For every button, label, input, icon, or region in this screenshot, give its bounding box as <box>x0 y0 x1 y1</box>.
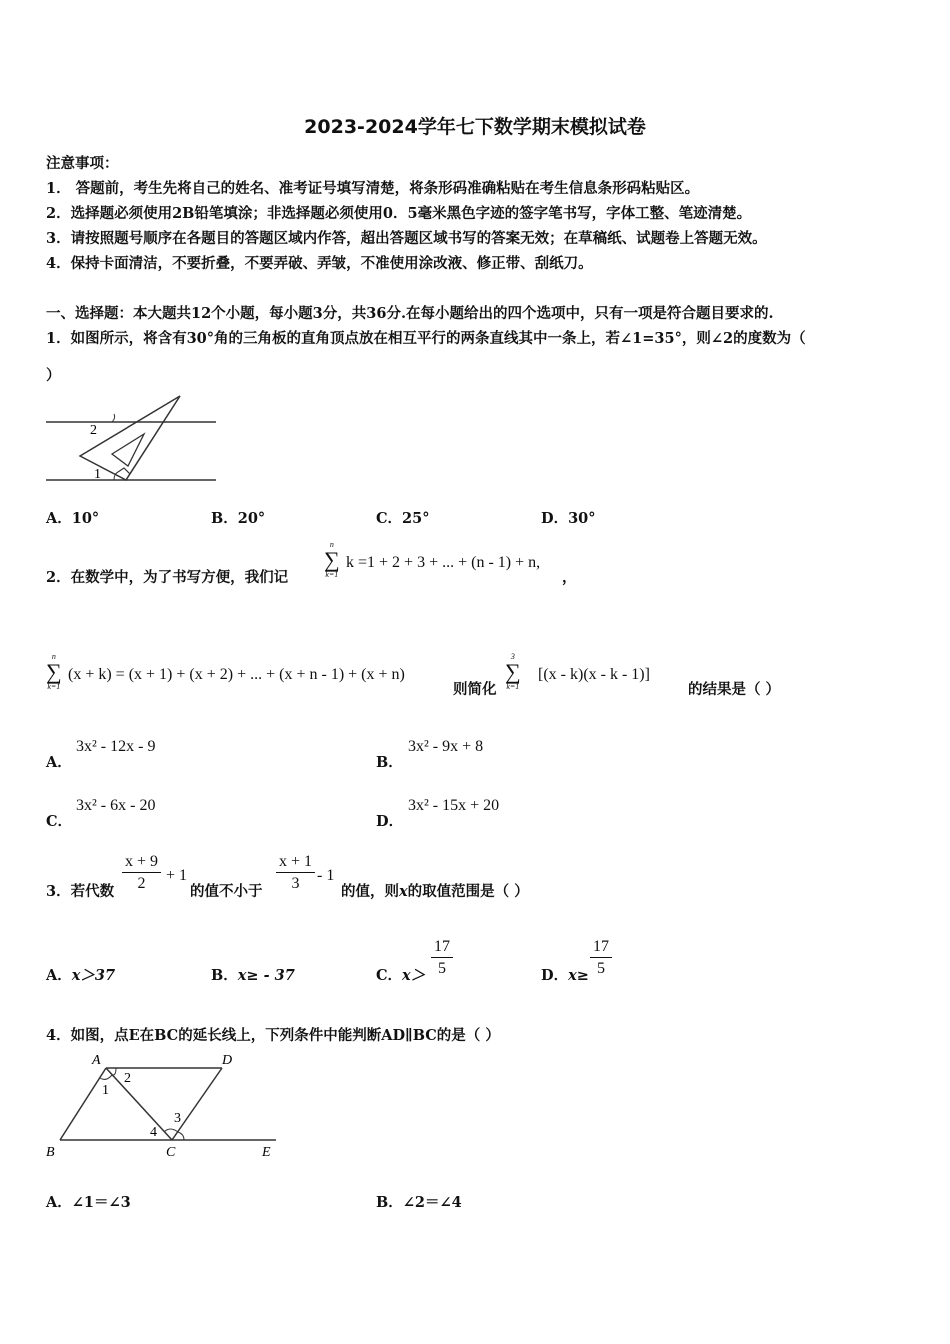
notice-item-3: 3．请按照题号顺序在各题目的答题区域内作答，超出答题区域书写的答案无效；在草稿纸、试题卷上答题无效。 <box>46 230 767 247</box>
q2-option-b-label: B． <box>376 754 403 771</box>
q2-expr: [(x - k)(x - k - 1)] <box>538 666 650 683</box>
q2-mid: 则简化 <box>453 681 497 698</box>
q3-frac1-den: 2 <box>137 875 146 892</box>
notice-item-4: 4．保持卡面清洁，不要折叠，不要弄破、弄皱，不准使用涂改液、修正带、刮纸刀。 <box>46 255 593 272</box>
q4-label-1: 1 <box>102 1083 109 1098</box>
q2-sigma-2 <box>46 653 62 691</box>
notice-heading: 注意事项： <box>46 155 119 172</box>
q4-label-4: 4 <box>150 1125 157 1140</box>
q2-option-d-label: D． <box>376 813 404 830</box>
q4-option-b: B．∠2＝∠4 <box>376 1194 462 1211</box>
q4-label-a: A <box>92 1053 101 1068</box>
q3-option-c-fraction <box>431 938 453 978</box>
q2-sigma-3 <box>505 653 521 691</box>
q2-sigma-3-upper: 3 <box>510 652 515 661</box>
q4-label-c: C <box>166 1145 176 1160</box>
q1-angle2-arc <box>112 414 115 422</box>
q1-stem: 1．如图所示，将含有30°角的三角板的直角顶点放在相互平行的两条直线其中一条上，若∠1=35°，则∠2的度数为（ <box>46 330 806 347</box>
q3-frac2-num: x + 1 <box>276 853 315 873</box>
q1-label-1: 1 <box>94 467 101 482</box>
q1-triangle-inner <box>112 434 144 466</box>
q4-line-ab <box>60 1068 106 1140</box>
q2-sigma-1-lower: k=1 <box>325 570 339 579</box>
q4-label-b: B <box>46 1145 55 1160</box>
q2-def1: k =1 + 2 + 3 + ... + (n - 1) + n, <box>346 554 541 571</box>
q3-option-d-fraction <box>590 938 612 978</box>
q2-lead: 2．在数学中，为了书写方便，我们记 <box>46 569 289 586</box>
q3-frac1-num: x + 9 <box>122 853 161 873</box>
q4-label-d: D <box>222 1053 233 1068</box>
q4-stem: 4．如图，点E在BC的延长线上，下列条件中能判断AD∥BC的是（ ） <box>46 1027 500 1044</box>
q3-minus-one: - 1 <box>317 867 335 884</box>
q3-option-d-num: 17 <box>590 938 612 958</box>
section-heading: 一、选择题：本大题共12个小题，每小题3分，共36分.在每小题给出的四个选项中，只有一项是符合题目要求的. <box>46 305 774 322</box>
q3-option-c-num: 17 <box>431 938 453 958</box>
q4-label-e: E <box>262 1145 271 1160</box>
q2-sigma-2-upper: n <box>51 652 56 661</box>
sigma-icon: ∑ <box>505 659 521 684</box>
q3-fraction-2 <box>276 853 315 893</box>
q3-option-d-text: x≥ <box>568 967 589 984</box>
q3-option-c-text: x＞ <box>402 967 426 984</box>
sigma-icon: ∑ <box>46 659 62 684</box>
q3-lead: 3．若代数 <box>46 883 115 900</box>
q3-option-b-text: x≥ - 37 <box>237 967 295 984</box>
q3-option-b <box>211 964 295 985</box>
q2-option-a-expr: 3x² - 12x - 9 <box>76 738 156 755</box>
q4-angle3-arc <box>178 1132 184 1140</box>
q4-line-ac <box>106 1068 172 1140</box>
q3-option-d <box>541 964 589 985</box>
q4-label-3: 3 <box>174 1111 181 1126</box>
q1-option-c: C．25° <box>376 510 430 527</box>
q4-label-2: 2 <box>124 1071 131 1086</box>
q3-option-c-den: 5 <box>438 960 446 977</box>
q3-plus-one: + 1 <box>166 867 188 884</box>
q3-tail-b: 的取值范围是（ ） <box>407 883 529 900</box>
q1-option-a: A．10° <box>46 510 100 527</box>
q3-frac2-den: 3 <box>291 875 300 892</box>
q2-sigma-3-lower: k=1 <box>506 682 520 691</box>
q1-stem-end: ） <box>46 367 61 384</box>
q2-option-c-expr: 3x² - 6x - 20 <box>76 797 156 814</box>
page-title: 2023-2024学年七下数学期末模拟试卷 <box>304 116 646 138</box>
q3-option-c <box>376 964 425 985</box>
q1-right-angle-mark <box>118 468 130 474</box>
q4-figure <box>44 1048 280 1164</box>
q1-figure <box>44 392 220 488</box>
q3-option-c-label: C． <box>376 967 403 984</box>
q4-option-a: A．∠1＝∠3 <box>46 1194 131 1211</box>
q3-tail <box>341 880 529 901</box>
notice-item-1: 1． 答题前，考生先将自己的姓名、准考证号填写清楚，将条形码准确粘贴在考生信息条形码粘贴区。 <box>46 180 700 197</box>
q4-angle2-arc <box>112 1068 116 1075</box>
q2-tail: 的结果是（ ） <box>688 681 781 698</box>
notice-item-2: 2．选择题必须使用2B铅笔填涂；非选择题必须使用0．5毫米黑色字迹的签字笔书写，字体工整、笔迹清楚。 <box>46 205 752 222</box>
q3-tail-a: 的值，则 <box>341 883 399 900</box>
q4-angle4-arc <box>164 1129 178 1132</box>
q3-option-a <box>46 964 115 985</box>
q3-option-d-label: D． <box>541 967 569 984</box>
q2-option-a-label: A． <box>46 754 72 771</box>
q2-sigma-1 <box>324 541 340 579</box>
q3-option-b-label: B． <box>211 967 238 984</box>
sigma-icon: ∑ <box>324 547 340 572</box>
q2-sigma-1-upper: n <box>329 540 334 549</box>
q2-def2: (x + k) = (x + 1) + (x + 2) + ... + (x + n - 1) + (x + n) <box>68 666 405 683</box>
q2-option-d-expr: 3x² - 15x + 20 <box>408 797 500 814</box>
q3-option-a-label: A． <box>46 967 72 984</box>
q2-option-c-label: C． <box>46 813 73 830</box>
q3-tail-x: x <box>399 883 408 900</box>
q1-option-d: D．30° <box>541 510 596 527</box>
q1-label-2: 2 <box>90 423 97 438</box>
q3-fraction-1 <box>122 853 161 893</box>
q4-line-dc <box>172 1068 222 1140</box>
q2-option-b-expr: 3x² - 9x + 8 <box>408 738 484 755</box>
q1-option-b: B．20° <box>211 510 266 527</box>
q2-sigma-2-lower: k=1 <box>47 682 61 691</box>
q3-option-a-text: x＞37 <box>71 967 116 984</box>
q3-option-d-den: 5 <box>597 960 605 977</box>
q2-comma: ， <box>562 569 577 586</box>
q3-mid: 的值不小于 <box>190 883 263 900</box>
